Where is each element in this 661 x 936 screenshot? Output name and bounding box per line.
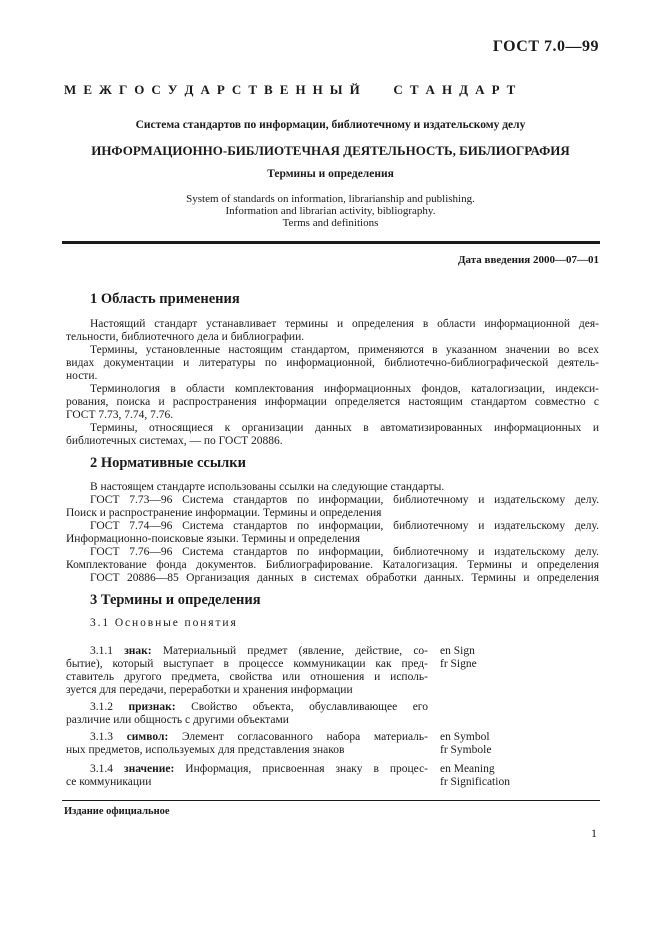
term-definition: ных предметов, используемых для представления знаков — [66, 744, 345, 756]
reference-line: ГОСТ 7.73—96 Система стандартов по информации, библиотечному и издательскому делу. — [90, 494, 599, 506]
term-en: en Sign — [440, 645, 475, 657]
standard-banner: М Е Ж Г О С У Д А Р С Т В Е Н Н Ы Й С Т А Н Д А Р Т — [64, 82, 516, 97]
paragraph-line: Термины, относящиеся к организации данных в автоматизированных информационных и — [90, 422, 599, 434]
term-name: признак: — [128, 701, 176, 713]
term-fr: fr Symbole — [440, 744, 492, 756]
paragraph-line: В настоящем стандарте использованы ссылки на следующие стандарты. — [90, 481, 445, 493]
section-1-heading: 1 Область применения — [90, 291, 240, 307]
paragraph-line: библиотечных системах, — по ГОСТ 20886. — [66, 435, 283, 447]
reference-line: Комплектование фонда документов. Библиографирование. Каталогизация. Термины и определения — [66, 559, 599, 571]
english-line: Terms and definitions — [282, 217, 379, 229]
paragraph-line: видах документации и литературы по информационной, библиотечно-библиографической деятель- — [66, 357, 599, 369]
document-code: ГОСТ 7.0—99 — [492, 38, 599, 55]
term-definition: се коммуникации — [66, 776, 152, 788]
subtitle: Термины и определения — [267, 168, 394, 180]
subsection-heading: 3.1 Основные понятия — [90, 617, 238, 629]
term-fr: fr Signification — [440, 776, 510, 788]
english-line: Information and librarian activity, bibliography. — [225, 205, 436, 217]
paragraph-line: ГОСТ 7.73, 7.74, 7.76. — [66, 409, 174, 421]
introduction-date: Дата введения 2000—07—01 — [457, 254, 599, 266]
term-translations — [440, 731, 491, 757]
paragraph-line: ности. — [66, 370, 98, 382]
paragraph-line: рования, поиска и распространения информации определяется настоящим стандартом совместно с — [66, 396, 599, 408]
term-definition: различие или общность с другими объектами — [66, 714, 289, 726]
system-title: Система стандартов по информации, библиотечному и издательскому делу — [135, 119, 526, 131]
page-number: 1 — [591, 826, 597, 840]
term-name: знак: — [124, 645, 152, 657]
term-en: en Symbol — [440, 731, 490, 743]
main-title: ИНФОРМАЦИОННО-БИБЛИОТЕЧНАЯ ДЕЯТЕЛЬНОСТЬ, БИБЛИОГРАФИЯ — [91, 143, 570, 158]
official-edition-label: Издание официальное — [64, 806, 170, 817]
term-number: 3.1.1 — [90, 645, 113, 657]
reference-line: ГОСТ 7.76—96 Система стандартов по информации, библиотечному и издательскому делу. — [90, 546, 599, 558]
english-line: System of standards on information, librarianship and publishing. — [186, 193, 475, 205]
term-name: значение: — [124, 763, 175, 775]
paragraph-line: Терминология в области комплектования информационных фондов, каталогизации, индекси- — [90, 383, 599, 395]
reference-line: Информационно-поисковые языки. Термины и определения — [66, 533, 361, 545]
section-3-heading: 3 Термины и определения — [90, 592, 261, 608]
reference-line: ГОСТ 20886—85 Организация данных в системах обработки данных. Термины и определения — [90, 572, 599, 584]
term-entry — [66, 701, 428, 727]
term-number: 3.1.2 — [90, 701, 113, 713]
term-definition: зуется для передачи, переработки и хранения информации — [66, 684, 353, 696]
term-translations — [440, 763, 510, 789]
paragraph-line: Термины, установленные настоящим стандартом, применяются в указанном значении во всех — [90, 344, 599, 356]
term-en: en Meaning — [440, 763, 495, 775]
term-definition: Информация, присвоенная знаку в процес- — [174, 763, 429, 775]
section-2-heading: 2 Нормативные ссылки — [90, 455, 246, 471]
term-entry — [66, 763, 428, 789]
term-definition: Свойство объекта, обуславливающее его — [175, 701, 428, 713]
term-entry — [66, 645, 428, 697]
english-title — [0, 193, 661, 229]
reference-line: ГОСТ 7.74—96 Система стандартов по информации, библиотечному и издательскому делу. — [90, 520, 599, 532]
term-name: символ: — [126, 731, 169, 743]
paragraph-line: тельности, библиотечного дела и библиографии. — [66, 331, 305, 343]
paragraph-line: Настоящий стандарт устанавливает термины и определения в области информационной дея- — [90, 318, 599, 330]
term-translations — [440, 645, 477, 671]
header-rule — [62, 241, 600, 244]
term-definition: Материальный предмет (явление, действие, со- — [151, 645, 428, 657]
term-fr: fr Signe — [440, 658, 477, 670]
term-definition: бытие), который выступает в процессе коммуникации как пред- — [66, 658, 428, 670]
term-entry — [66, 731, 428, 757]
reference-line: Поиск и распространение информации. Термины и определения — [66, 507, 382, 519]
footer-rule — [62, 800, 600, 801]
term-number: 3.1.4 — [90, 763, 113, 775]
term-number: 3.1.3 — [90, 731, 113, 743]
term-definition: Элемент согласованного набора материаль- — [168, 731, 428, 743]
term-definition: ставитель другого предмета, свойства или отношения и исполь- — [66, 671, 428, 683]
